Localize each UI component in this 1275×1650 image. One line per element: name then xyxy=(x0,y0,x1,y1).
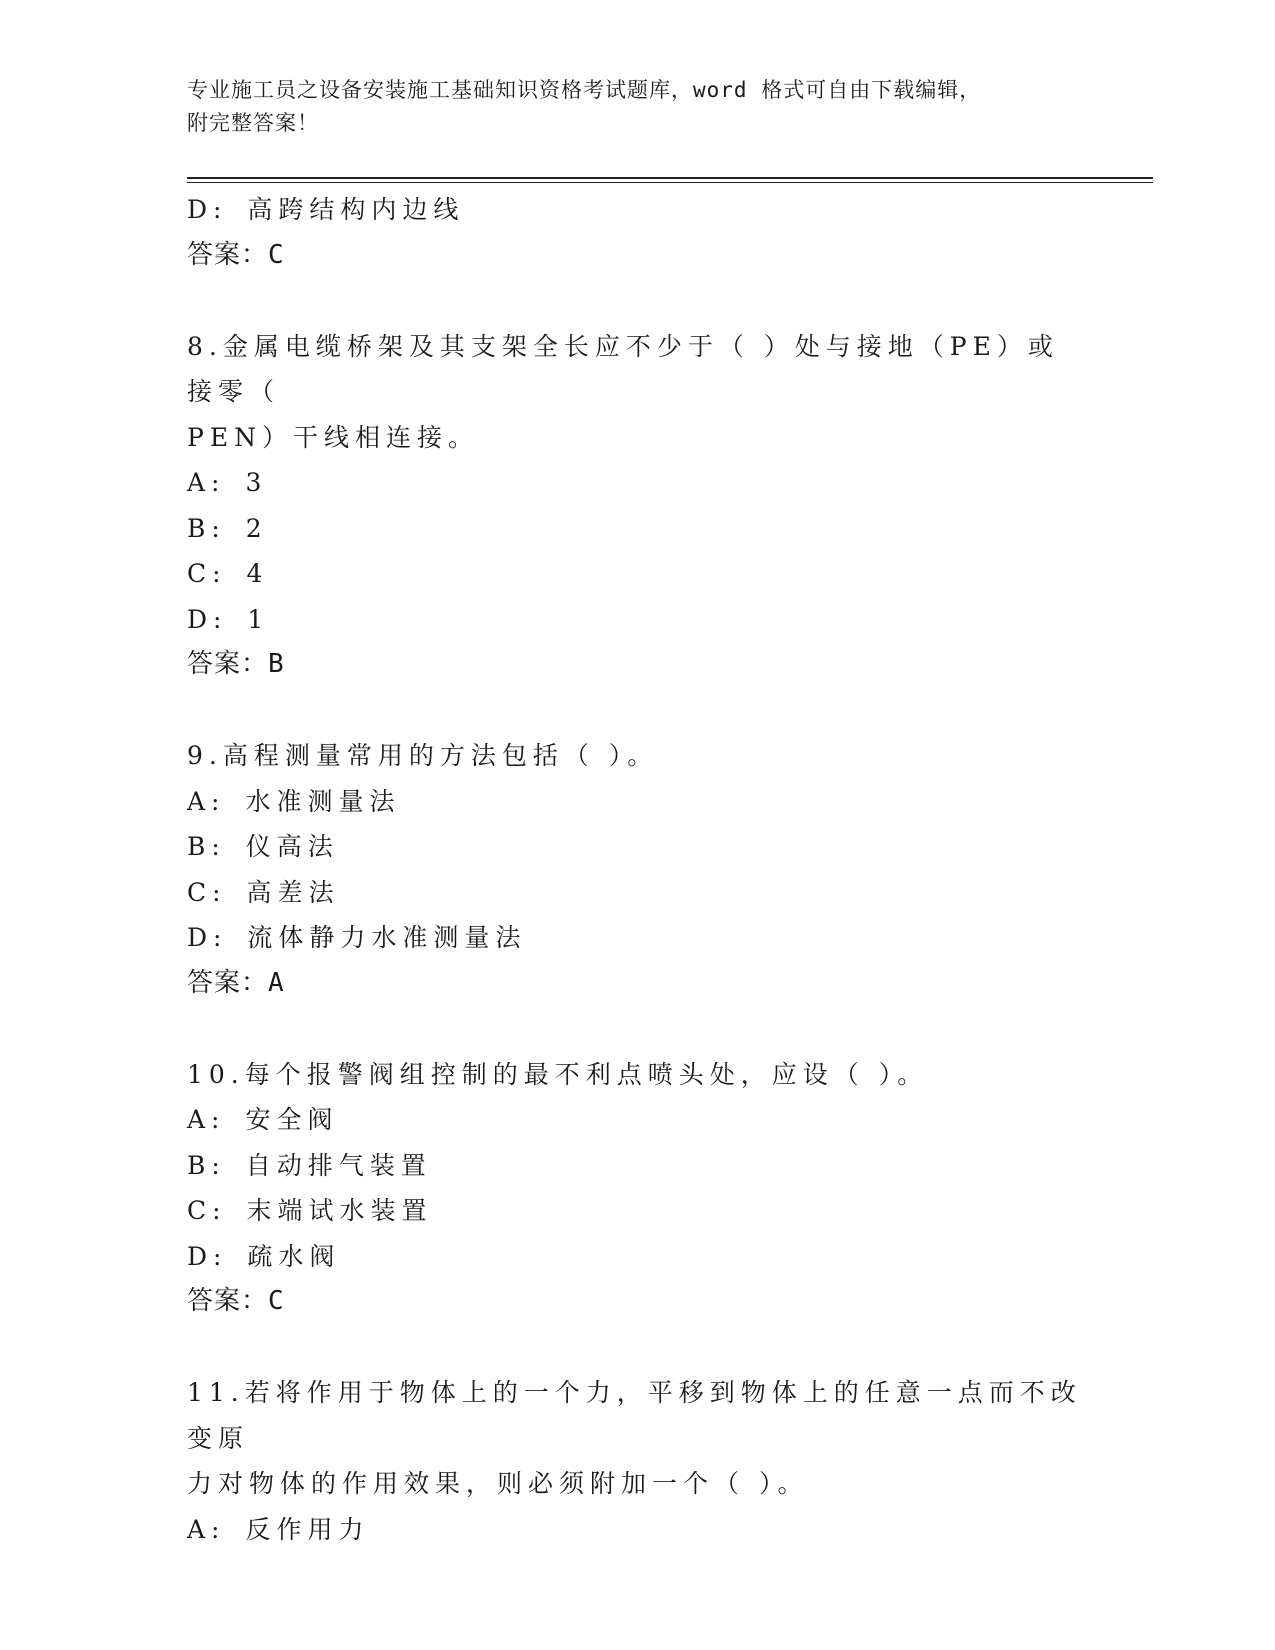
question-stem xyxy=(187,324,1087,461)
option-text: 高差法 xyxy=(246,877,340,907)
spacer xyxy=(187,1325,1087,1371)
option-line xyxy=(187,460,1087,506)
spacer xyxy=(187,1006,1087,1052)
question-stem xyxy=(187,1370,1087,1507)
spacer xyxy=(187,278,1087,324)
option-line xyxy=(187,551,1087,597)
option-key: B: xyxy=(187,1150,226,1180)
option-text: 高跨结构内边线 xyxy=(247,195,465,224)
option-text: 流体静力水准测量法 xyxy=(247,923,527,952)
option-key: C: xyxy=(187,559,227,588)
option-line xyxy=(187,779,1087,825)
question-stem xyxy=(187,733,1087,779)
question-stem-line: 力对物体的作用效果，则必须附加一个（ ）。 xyxy=(187,1469,809,1498)
option-key: D: xyxy=(187,923,228,952)
option-key: B: xyxy=(187,832,226,861)
option-text: 2 xyxy=(245,513,268,543)
option-line xyxy=(187,1188,1087,1234)
option-text: 水准测量法 xyxy=(245,786,401,816)
option-key: A: xyxy=(187,786,226,816)
option-line xyxy=(187,1143,1087,1189)
option-text: 末端试水装置 xyxy=(246,1196,433,1225)
answer-line: 答案：C xyxy=(187,239,285,270)
option-key: D: xyxy=(187,1241,228,1271)
option-text: 安全阀 xyxy=(245,1105,339,1134)
option-line xyxy=(187,824,1087,870)
question-stem-line: 11.若将作用于物体上的一个力，平移到物体上的任意一点而不改变原 xyxy=(187,1378,1082,1453)
option-line xyxy=(187,1507,1087,1553)
option-text: 1 xyxy=(247,604,270,634)
question-stem-line: 8.金属电缆桥架及其支架全长应不少于（ ）处与接地（PE）或接零（ xyxy=(187,331,1059,406)
option-text: 3 xyxy=(245,468,268,497)
option-line xyxy=(187,597,1087,643)
option-line xyxy=(187,187,1087,233)
header-title-line-2: 附完整答案！ xyxy=(187,111,319,135)
option-text: 自动排气装置 xyxy=(245,1150,432,1180)
option-key: A: xyxy=(187,1105,226,1134)
option-key: D: xyxy=(187,604,228,634)
option-text: 疏水阀 xyxy=(247,1241,341,1271)
header-rule-thin xyxy=(187,182,1153,183)
option-key: D: xyxy=(187,195,228,224)
question-stem-line: 9.高程测量常用的方法包括（ ）。 xyxy=(187,741,659,770)
option-text: 仪高法 xyxy=(245,832,339,861)
option-key: A: xyxy=(187,1514,226,1544)
option-text: 4 xyxy=(246,559,269,588)
header-title-line-1: 专业施工员之设备安装施工基础知识资格考试题库，word 格式可自由下载编辑， xyxy=(187,78,982,102)
spacer xyxy=(187,688,1087,734)
answer-line: 答案：B xyxy=(187,649,285,679)
question-stem-line: PEN）干线相连接。 xyxy=(187,422,479,452)
option-line xyxy=(187,1234,1087,1280)
question-list xyxy=(187,187,1087,1552)
option-line xyxy=(187,915,1087,961)
option-line xyxy=(187,1097,1087,1143)
option-key: B: xyxy=(187,513,226,543)
option-key: C: xyxy=(187,1196,227,1225)
question-stem-line: 10.每个报警阀组控制的最不利点喷头处，应设（ ）。 xyxy=(187,1059,929,1089)
question-stem xyxy=(187,1052,1087,1098)
option-text: 反作用力 xyxy=(245,1514,370,1544)
answer-line: 答案：A xyxy=(187,967,285,998)
option-key: A: xyxy=(187,468,226,497)
option-line xyxy=(187,506,1087,552)
option-key: C: xyxy=(187,877,227,907)
header-rule-thick xyxy=(187,177,1153,179)
page-header xyxy=(187,74,1087,140)
option-line xyxy=(187,870,1087,916)
answer-line: 答案：C xyxy=(187,1286,285,1316)
